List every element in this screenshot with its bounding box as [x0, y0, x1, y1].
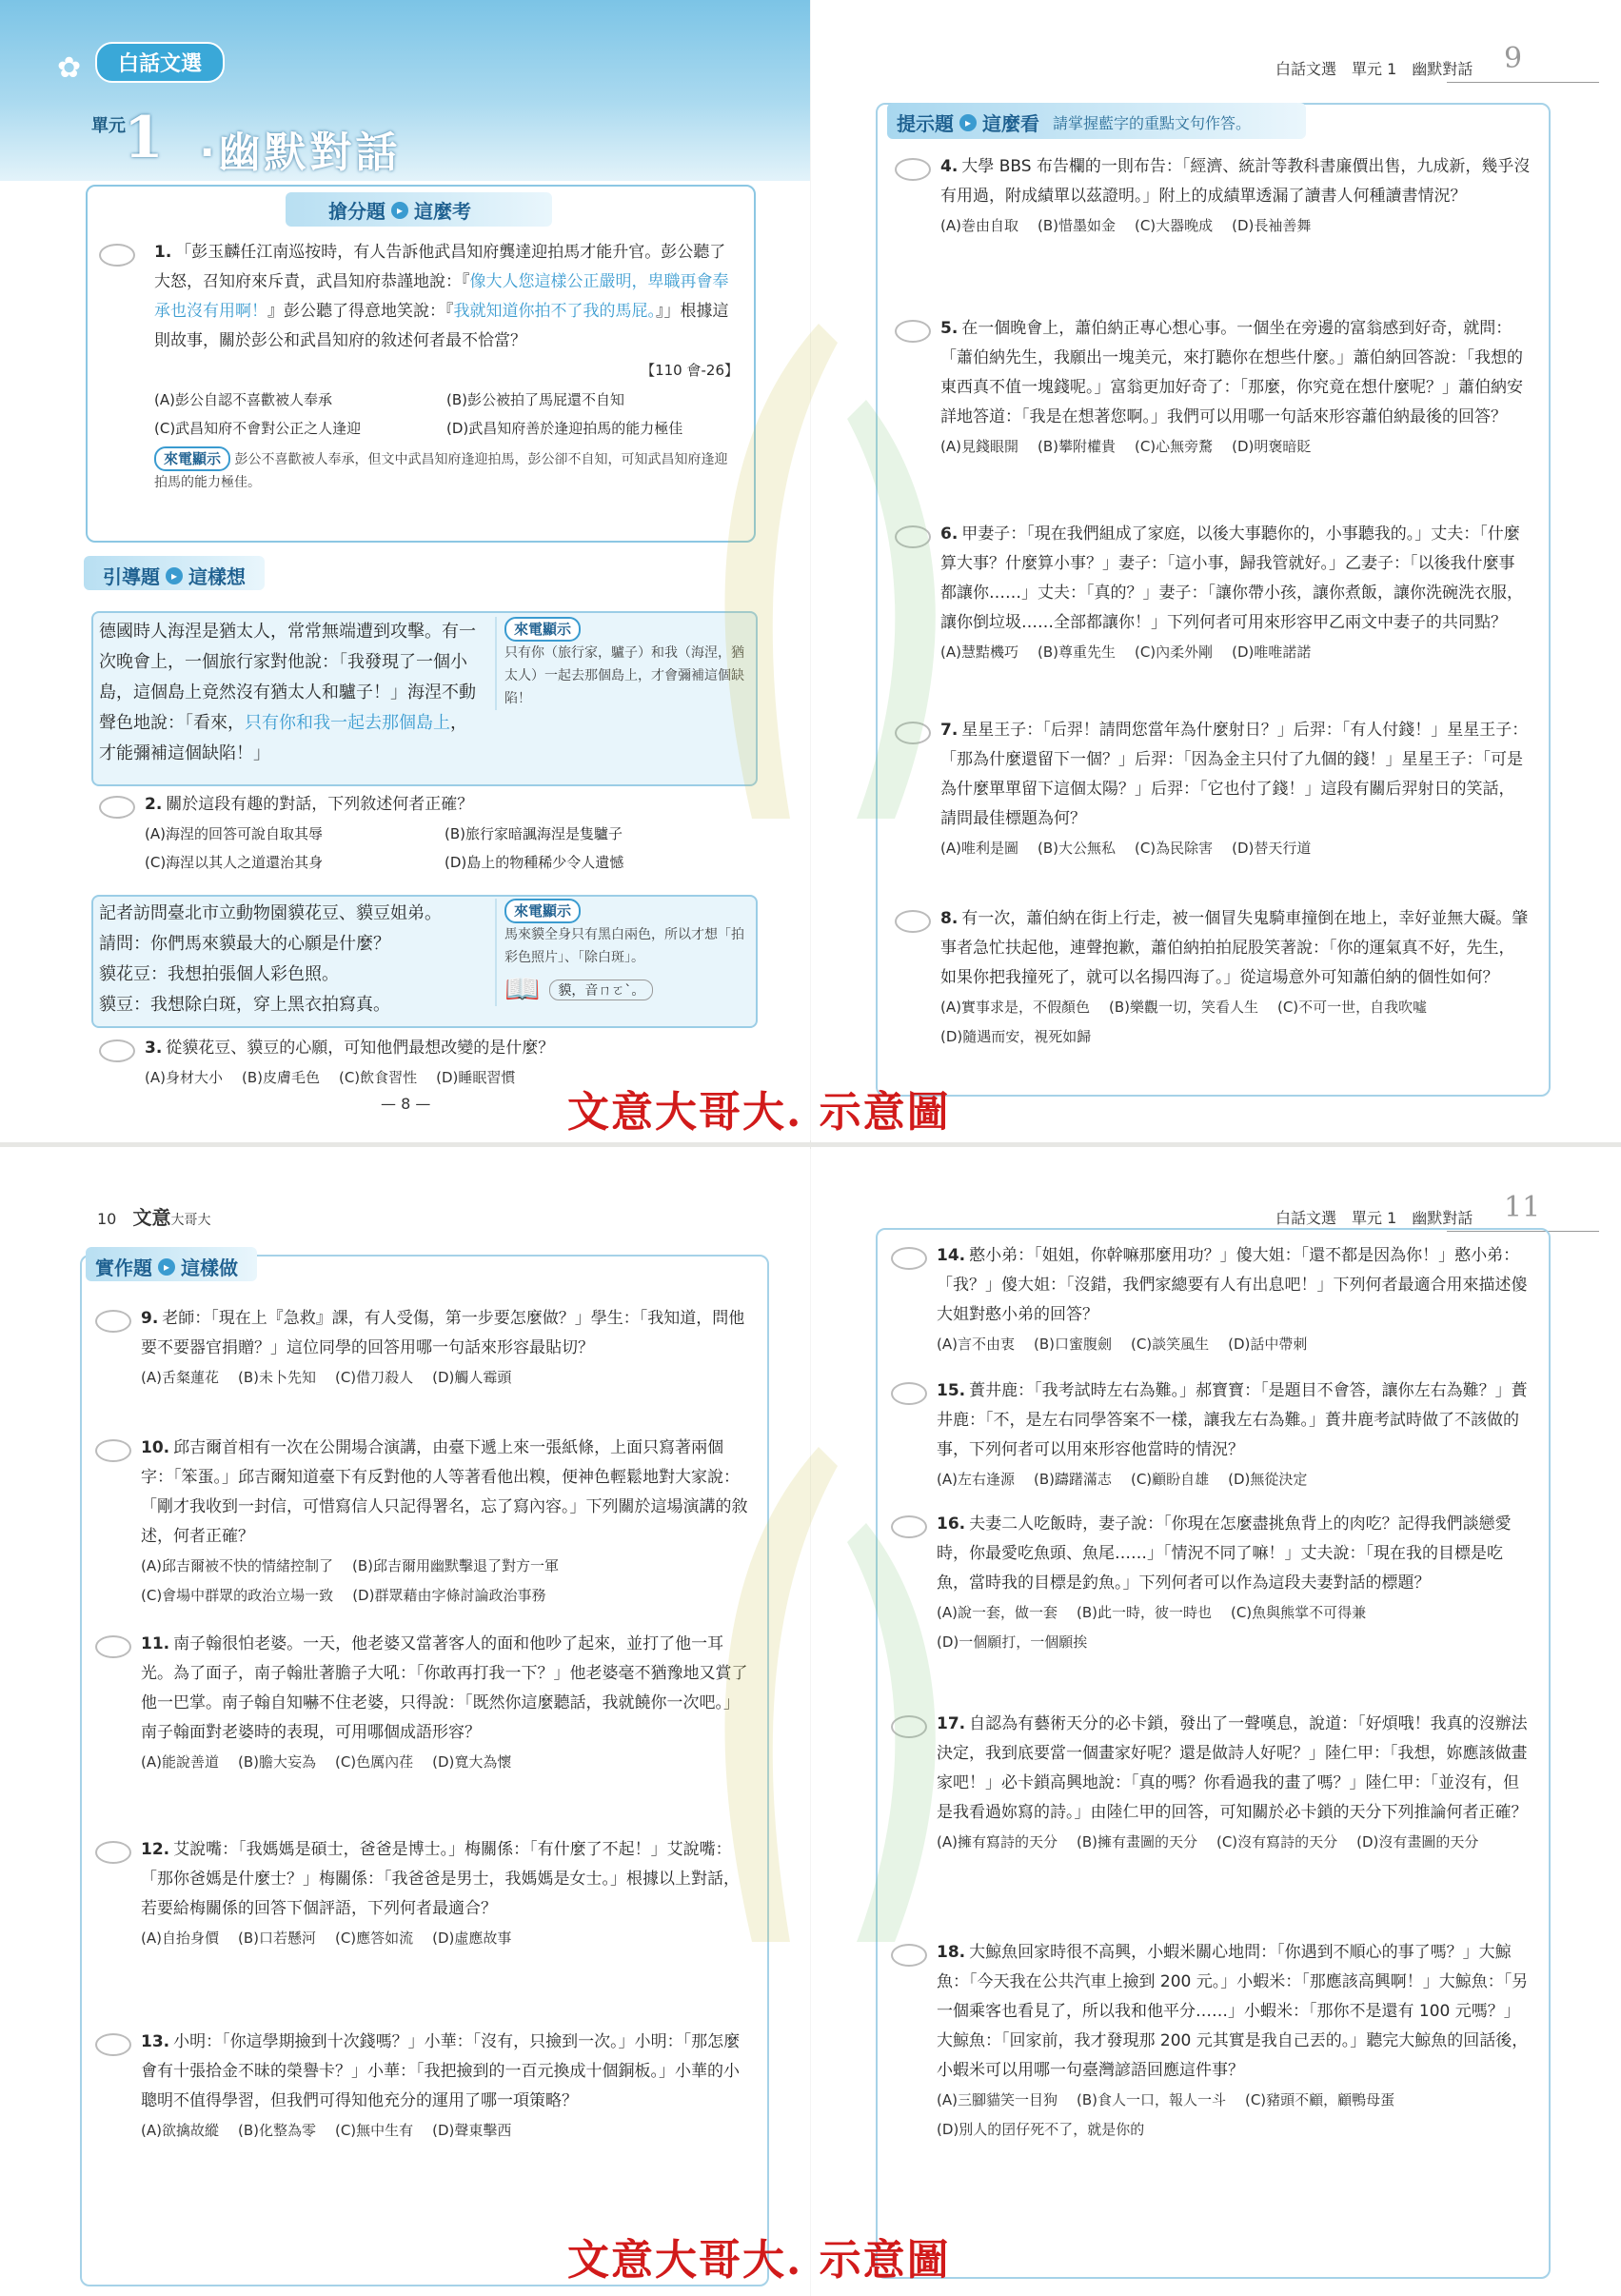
question-number: 8. [940, 909, 959, 928]
question-item [940, 152, 1531, 241]
choice-b[interactable]: (B)未卜先知 [237, 1369, 316, 1386]
choice-d[interactable]: (D)武昌知府善於逢迎拍馬的能力極佳 [446, 420, 683, 437]
choice-d[interactable]: (D)觸人霉頭 [432, 1369, 512, 1386]
choice-a[interactable]: (A)身材大小 [145, 1069, 223, 1086]
choice-list [141, 2116, 750, 2146]
butterfly-icon: ✿ [57, 51, 82, 85]
question-text: 邱吉爾首相有一次在公開場合演講，由臺下遞上來一張紙條，上面只寫著兩個字：「笨蛋。」邱吉爾知道臺下有反對他的人等著看他出糗，便神色輕鬆地對大家說：「剛才我收到一封信，可惜寫信人只記得署名，忘了寫內容。」下列關於這場演講的敘述，何者正確？ [141, 1438, 748, 1546]
choice-b[interactable]: (B)攀附權貴 [1037, 438, 1116, 455]
question-text: 關於這段有趣的對話，下列敘述何者正確？ [166, 795, 474, 814]
choice-d[interactable]: (D)長袖善舞 [1232, 217, 1312, 234]
choice-c[interactable]: (C)談笑風生 [1130, 1336, 1210, 1353]
choice-c[interactable]: (C)魚與熊掌不可得兼 [1230, 1604, 1367, 1621]
section-heading-9 [897, 109, 1251, 136]
answer-bubble[interactable] [95, 1310, 131, 1333]
watermark-logo [581, 1409, 1057, 1980]
choice-b[interactable]: (B)旅行家暗諷海涅是隻驢子 [445, 825, 623, 842]
section-heading-10 [95, 1253, 238, 1280]
choice-a[interactable]: (A)見錢眼開 [940, 438, 1018, 455]
choice-b[interactable]: (B)口蜜腹劍 [1033, 1336, 1112, 1353]
question-text: 憨小弟：「姐姐，你幹嘛那麼用功？」傻大姐：「還不都是因為你！」憨小弟：「我？」傻大姐：「沒錯，我們家總要有人有出息吧！」下列何者最適合用來描述傻大姐對憨小弟的回答？ [937, 1246, 1528, 1324]
choice-b[interactable]: (B)樂觀一切，笑看人生 [1108, 999, 1258, 1016]
question-number: 16. [937, 1514, 966, 1534]
highlight-text: 只有你和我一起去那個島上 [245, 713, 450, 733]
highlight-text: 像大人您這樣公正嚴明，卑職再會奉承也沒有用啊！ [154, 272, 729, 321]
hint-text: 馬來貘全身只有黑白兩色，所以才想「拍彩色照片」、「除白斑」。 [504, 927, 744, 965]
choice-a[interactable]: (A)左右逢源 [937, 1471, 1015, 1488]
question-number: 13. [141, 2032, 170, 2051]
question-text: 』」根據這則故事，關於彭公和武昌知府的敘述何者最不恰當？ [154, 302, 729, 350]
choice-c[interactable]: (C)海涅以其人之道還治其身 [145, 854, 324, 871]
running-header: 白話文選 單元 1 幽默對話 [1275, 1209, 1473, 1227]
question-number: 3. [145, 1039, 163, 1058]
highlight-text: 我就知道你拍不了我的馬屁。 [453, 302, 656, 321]
choice-b[interactable]: (B)邱吉爾用幽默擊退了對方一軍 [351, 1557, 559, 1574]
choice-a[interactable]: (A)實事求是，不假顏色 [940, 999, 1090, 1016]
choice-list [937, 1330, 1531, 1359]
arrow-right-icon: ▸ [391, 202, 408, 219]
question-number: 4. [940, 157, 959, 176]
answer-bubble[interactable] [95, 2033, 131, 2056]
page-number: 11 [1504, 1191, 1541, 1224]
choice-d[interactable]: (D)別人的囝仔死不了，就是你的 [937, 2121, 1145, 2138]
exam-source: 【110 會-26】 [641, 362, 739, 379]
choice-c[interactable]: (C)武昌知府不會對公正之人逢迎 [154, 420, 362, 437]
question-number: 17. [937, 1714, 966, 1733]
question-number: 6. [940, 525, 959, 544]
choice-a[interactable]: (A)唯利是圖 [940, 840, 1018, 857]
category-tag: 白話文選 [95, 42, 225, 83]
choice-c[interactable]: (C)應答如流 [334, 1930, 414, 1947]
choice-b[interactable]: (B)食人一口，報人一斗 [1076, 2091, 1226, 2108]
choice-a[interactable]: (A)舌粲蓮花 [141, 1369, 219, 1386]
choice-d[interactable]: (D)話中帶刺 [1228, 1336, 1308, 1353]
book-icon: 📖 [504, 973, 541, 1006]
section-1-subtitle: 這麼考 [414, 200, 471, 223]
choice-a[interactable]: (A)能說善道 [141, 1753, 219, 1771]
story-line: 請問：你們馬來貘最大的心願是什麼？ [99, 934, 390, 954]
choice-d[interactable]: (D)唯唯諾諾 [1232, 643, 1312, 661]
question-text: 』彭公聽了得意地笑說：『 [267, 302, 454, 321]
question-item [937, 1241, 1531, 1359]
choice-list [141, 1363, 750, 1393]
watermark-caption: 文意大哥大. 示意圖 [567, 1088, 951, 1137]
answer-bubble[interactable] [895, 910, 931, 933]
choice-d[interactable]: (D)虛應故事 [432, 1930, 512, 1947]
choice-b[interactable]: (B)口若懸河 [237, 1930, 316, 1947]
watermark-logo [581, 286, 1057, 857]
choice-c[interactable]: (C)大器晚成 [1134, 217, 1214, 234]
choice-d[interactable]: (D)睡眠習慣 [436, 1069, 516, 1086]
question-number: 15. [937, 1381, 966, 1400]
choice-b[interactable]: (B)此一時，彼一時也 [1076, 1604, 1212, 1621]
choice-a[interactable]: (A)三腳貓笑一目狗 [937, 2091, 1058, 2108]
section-2-subtitle: 這樣想 [188, 565, 246, 588]
page-number: 9 [1504, 42, 1523, 75]
choice-a[interactable]: (A)彭公自認不喜歡被人奉承 [154, 391, 332, 408]
hint-label: 來電顯示 [154, 446, 230, 471]
choice-c[interactable]: (C)為民除害 [1134, 840, 1214, 857]
question-number: 10. [141, 1438, 170, 1457]
section-note: 請掌握藍字的重點文句作答。 [1053, 114, 1252, 132]
hint-label: 來電顯示 [504, 617, 581, 642]
question-number: 2. [145, 795, 163, 814]
choice-c[interactable]: (C)會場中群眾的政治立場一致 [141, 1587, 334, 1604]
section-2-heading [103, 562, 246, 589]
choice-a[interactable]: (A)巻由自取 [940, 217, 1018, 234]
choice-b[interactable]: (B)大公無私 [1037, 840, 1116, 857]
story-line: 貘花豆：我想拍張個人彩色照。 [99, 964, 339, 984]
choice-c[interactable]: (C)心無旁騖 [1134, 438, 1214, 455]
section-2-title: 引導題 [103, 565, 160, 588]
unit-title: ‧幽默對話 [200, 129, 402, 177]
choice-d[interactable]: (D)明褒暗貶 [1232, 438, 1312, 455]
choice-c[interactable]: (C)不可一世，自我吹噓 [1276, 999, 1428, 1016]
choice-a[interactable]: (A)言不由衷 [937, 1336, 1015, 1353]
question-text: 有一次，蕭伯納在街上行走，被一個冒失鬼騎車撞倒在地上，幸好並無大礙。肇事者急忙扶起他，連聲抱歉，蕭伯納拍拍屁股笑著說：「你的運氣真不好，先生，如果你把我撞死了，就可以名揚四海了。」從這場意外可知蕭伯納的個性如何？ [940, 909, 1529, 987]
hint-text: 只有你（旅行家，驢子）和我（海涅，猶太人）一起去那個島上，才會彌補這個缺陷！ [504, 645, 744, 706]
answer-bubble[interactable] [95, 1841, 131, 1864]
choice-b[interactable]: (B)皮膚毛色 [241, 1069, 320, 1086]
choice-d[interactable]: (D)無從決定 [1228, 1471, 1308, 1488]
choice-d[interactable]: (D)寬大為懷 [432, 1753, 512, 1771]
question-number: 9. [141, 1309, 159, 1328]
section-1-title: 搶分題 [328, 200, 385, 223]
question-item [141, 1304, 750, 1393]
question-number: 12. [141, 1840, 170, 1859]
story-line: 記者訪問臺北市立動物園貘花豆、貘豆姐弟。 [99, 903, 442, 923]
choice-b[interactable]: (B)膽大妄為 [237, 1753, 316, 1771]
question-text: 蕢井鹿：「我考試時左右為難。」郝寶寶：「是題目不會答，讓你左右為難？」蕢井鹿：「不，是左右同學答案不一樣，讓我左右為難。」蕢井鹿考試時做了不該做的事，下列何者可以用來形容他當時的情況？ [937, 1381, 1528, 1459]
question-number: 7. [940, 721, 959, 740]
unit-header-band [0, 0, 810, 181]
question-item [141, 2028, 750, 2146]
choice-c[interactable]: (C)無中生有 [334, 2122, 414, 2139]
section-title: 實作題 [95, 1257, 152, 1279]
question-number: 1. [154, 243, 172, 262]
arrow-right-icon: ▸ [959, 114, 977, 131]
choice-d[interactable]: (D)替天行道 [1232, 840, 1312, 857]
choice-d[interactable]: (D)島上的物種稀少令人遺憾 [445, 854, 624, 871]
hint-label: 來電顯示 [504, 899, 581, 923]
section-title: 提示題 [897, 112, 954, 135]
choice-list [940, 993, 1531, 1052]
unit-label: 單元 [91, 116, 126, 136]
choice-d[interactable]: (D)群眾藉由字條討論政治事務 [352, 1587, 546, 1604]
section-subtitle: 這樣做 [181, 1257, 238, 1279]
answer-bubble[interactable] [99, 244, 135, 267]
choice-c[interactable]: (C)沒有寫詩的天分 [1216, 1833, 1338, 1851]
choice-d[interactable]: (D)聲東擊西 [432, 2122, 512, 2139]
choice-b[interactable]: (B)彭公被拍了馬屁還不自知 [446, 391, 624, 408]
question-text: 自認為有藝術天分的必卡鎖，發出了一聲嘆息，說道：「好煩哦！我真的沒辦法決定，我到底要當一個畫家好呢？還是做詩人好呢？」陸仁甲：「我想，妳應該做畫家吧！」必卡鎖高興地說：「真的嗎？你看過我的畫了嗎？」陸仁甲：「並沒有，但是我看過妳寫的詩。」由陸仁甲的回答，可知關於必卡鎖的天分下列推論何者正確？ [937, 1714, 1528, 1822]
answer-bubble[interactable] [95, 1439, 131, 1462]
choice-a[interactable]: (A)欲擒故縱 [141, 2122, 219, 2139]
choice-b[interactable]: (B)躊躇滿志 [1033, 1471, 1112, 1488]
question-text: 南子翰很怕老婆。一天，他老婆又當著客人的面和他吵了起來，並打了他一耳光。為了面子，南子翰壯著膽子大吼：「你敢再打我一下？」他老婆毫不猶豫地又賞了他一巴掌。南子翰自知嚇不住老婆，只得說：「既然你這麼聽話，我就饒你一次吧。」南子翰面對老婆時的表現，可用哪個成語形容？ [141, 1634, 748, 1742]
running-header [97, 1202, 210, 1230]
section-subtitle: 這麼看 [982, 112, 1039, 135]
question-text: 星星王子：「后羿！請問您當年為什麼射日？」后羿：「有人付錢！」星星王子：「那為什麼還留下一個？」后羿：「因為金主只付了九個的錢！」星星王子：「可是為什麼單單留下這個太陽？」后羿：「它也付了錢！」這段有關后羿射日的笑話，請問最佳標題為何？ [940, 721, 1529, 828]
question-number: 5. [940, 319, 959, 338]
book-title: 文意 [132, 1206, 171, 1229]
choice-c[interactable]: (C)內柔外剛 [1134, 643, 1214, 661]
question-text: 在一個晚會上，蕭伯納正專心想心事。一個坐在旁邊的富翁感到好奇，就問：「蕭伯納先生，我願出一塊美元，來打聽你在想些什麼。」蕭伯納回答說：「我想的東西真不值一塊錢呢。」富翁更加好奇了：「那麼，你究竟在想什麼呢？」蕭伯納安詳地答道：「我是在想著您啊。」我們可以用哪一句話來形容蕭伯納最後的回答？ [940, 319, 1523, 426]
pronunciation-note: 貘，音ㄇㄛˋ。 [549, 980, 653, 1000]
answer-bubble[interactable] [895, 158, 931, 181]
choice-b[interactable]: (B)擁有畫圖的天分 [1076, 1833, 1197, 1851]
question-text: 小明：「你這學期撿到十次錢嗎？」小華：「沒有，只撿到一次。」小明：「那怎麼會有十張拾金不昧的榮譽卡？」小華：「我把撿到的一百元換成十個銅板。」小華的小聰明不值得學習，但我們可得知他充分的運用了哪一項策略？ [141, 2032, 741, 2110]
hint-box-3 [495, 899, 748, 1006]
section-1-heading [328, 196, 471, 224]
choice-c[interactable]: (C)借刀殺人 [334, 1369, 414, 1386]
choice-list [937, 2086, 1531, 2145]
story-text: ，才能彌補這個缺陷！」 [99, 713, 467, 763]
question-text: 夫妻二人吃飯時，妻子說：「你現在怎麼盡挑魚背上的肉吃？記得我們談戀愛時，你最愛吃魚頭、魚尾……」「情況不同了嘛！」丈夫說：「現在我的目標是吃魚，當時我的目標是釣魚。」下列何者可以作為這段夫妻對話的標題？ [937, 1514, 1512, 1593]
question-text: 艾說嘴：「我媽媽是碩士，爸爸是博士。」梅關係：「有什麼了不起！」艾說嘴：「那你爸媽是什麼士？」梅關係：「我爸爸是男士，我媽媽是女士。」根據以上對話，若要給梅關係的回答下個評語，下列何者最適合？ [141, 1840, 740, 1918]
choice-c[interactable]: (C)豬頭不顧，顧鴨母蛋 [1244, 2091, 1395, 2108]
choice-d[interactable]: (D)一個願打，一個願挨 [937, 1633, 1088, 1651]
choice-a[interactable]: (A)說一套，做一套 [937, 1604, 1058, 1621]
story-2 [99, 617, 480, 769]
question-number: 18. [937, 1943, 966, 1962]
choice-c[interactable]: (C)飲食習性 [338, 1069, 418, 1086]
answer-bubble[interactable] [99, 796, 135, 819]
choice-d[interactable]: (D)隨遇而安，視死如歸 [940, 1028, 1092, 1045]
header-rule [1447, 82, 1599, 83]
page-number: 10 [97, 1210, 117, 1228]
question-text: 大學 BBS 布告欄的一則布告：「經濟、統計等教科書廉價出售，九成新，幾乎沒有用過，附成績單以茲證明。」附上的成績單透漏了讀書人何種讀書情況？ [940, 157, 1531, 206]
question-text: 「彭玉麟任江南巡按時，有人告訴他武昌知府龔達迎拍馬才能升官。彭公聽了大怒，召知府來斥責，武昌知府恭謹地說：『 [154, 243, 726, 291]
answer-bubble[interactable] [95, 1635, 131, 1658]
choice-a[interactable]: (A)慧黠機巧 [940, 643, 1018, 661]
choice-a[interactable]: (A)擁有寫詩的天分 [937, 1833, 1058, 1851]
question-text: 大鯨魚回家時很不高興，小蝦米關心地問：「你遇到不順心的事了嗎？」大鯨魚：「今天我在公共汽車上撿到 200 元。」小蝦米：「那應該高興啊！」大鯨魚：「另一個乘客也看見了，所以我和他平分……」小蝦米：「那你不是還有 100 元嗎？」大鯨魚：「回家前，我才發現那 200 元其實是我自己丟的。」聽完大鯨魚的回話後，小蝦米可以用哪一句臺灣諺語回應這件事？ [937, 1943, 1529, 2080]
choice-list [940, 211, 1531, 241]
question-number: 14. [937, 1246, 966, 1265]
answer-bubble[interactable] [99, 1039, 135, 1062]
question-item [940, 904, 1531, 1052]
book-subtitle: 大哥大 [170, 1213, 211, 1228]
page-footer: — 8 — [381, 1095, 431, 1113]
choice-b[interactable]: (B)化整為零 [237, 2122, 316, 2139]
hint-text: 彭公不喜歡被人奉承，但文中武昌知府逢迎拍馬，彭公卻不自知，可知武昌知府逢迎拍馬的能力極佳。 [154, 452, 728, 490]
arrow-right-icon: ▸ [158, 1258, 175, 1276]
running-header: 白話文選 單元 1 幽默對話 [1275, 60, 1473, 78]
arrow-right-icon: ▸ [166, 567, 183, 584]
story-line: 貘豆：我想除白斑，穿上黑衣拍寫真。 [99, 995, 390, 1015]
unit-number: 1 [124, 105, 164, 171]
choice-a[interactable]: (A)邱吉爾被不快的情緒控制了 [141, 1557, 333, 1574]
question-text: 老師：「現在上『急救』課，有人受傷，第一步要怎麼做？」學生：「我知道，問他要不要器官捐贈？」這位同學的回答用哪一句話來形容最貼切？ [141, 1309, 745, 1357]
story-3 [99, 899, 480, 1020]
question-number: 11. [141, 1634, 170, 1653]
choice-b[interactable]: (B)惜墨如金 [1037, 217, 1116, 234]
watermark-caption: 文意大哥大. 示意圖 [567, 2236, 951, 2285]
choice-b[interactable]: (B)尊重先生 [1037, 643, 1116, 661]
choice-c[interactable]: (C)顧盼自雄 [1130, 1471, 1210, 1488]
answer-bubble[interactable] [891, 1382, 927, 1405]
question-text: 從貘花豆、貘豆的心願，可知他們最想改變的是什麼？ [166, 1039, 555, 1058]
question-text: 甲妻子：「現在我們組成了家庭，以後大事聽你的，小事聽我的。」丈夫：「什麼算大事？什麼算小事？」妻子：「這小事，歸我管就好。」乙妻子：「以後我什麼事都讓你……」丈夫：「真的？」妻子：「讓你帶小孩，讓你煮飯，讓你洗碗洗衣服，讓你倒垃圾……全部都讓你！」下列何者可用來形容甲乙兩文中妻子的共同點？ [940, 525, 1523, 632]
choice-c[interactable]: (C)色厲內荏 [334, 1753, 414, 1771]
choice-a[interactable]: (A)自抬身價 [141, 1930, 219, 1947]
choice-a[interactable]: (A)海涅的回答可說自取其辱 [145, 825, 323, 842]
choice-d[interactable]: (D)沒有畫圖的天分 [1356, 1833, 1479, 1851]
answer-bubble[interactable] [891, 1247, 927, 1270]
story-text: 德國時人海涅是猶太人，常常無端遭到攻擊。有一次晚會上，一個旅行家對他說：「我發現了一個小島，這個島上竟然沒有猶太人和驢子！」海涅不動聲色地說：「看來， [99, 622, 476, 733]
